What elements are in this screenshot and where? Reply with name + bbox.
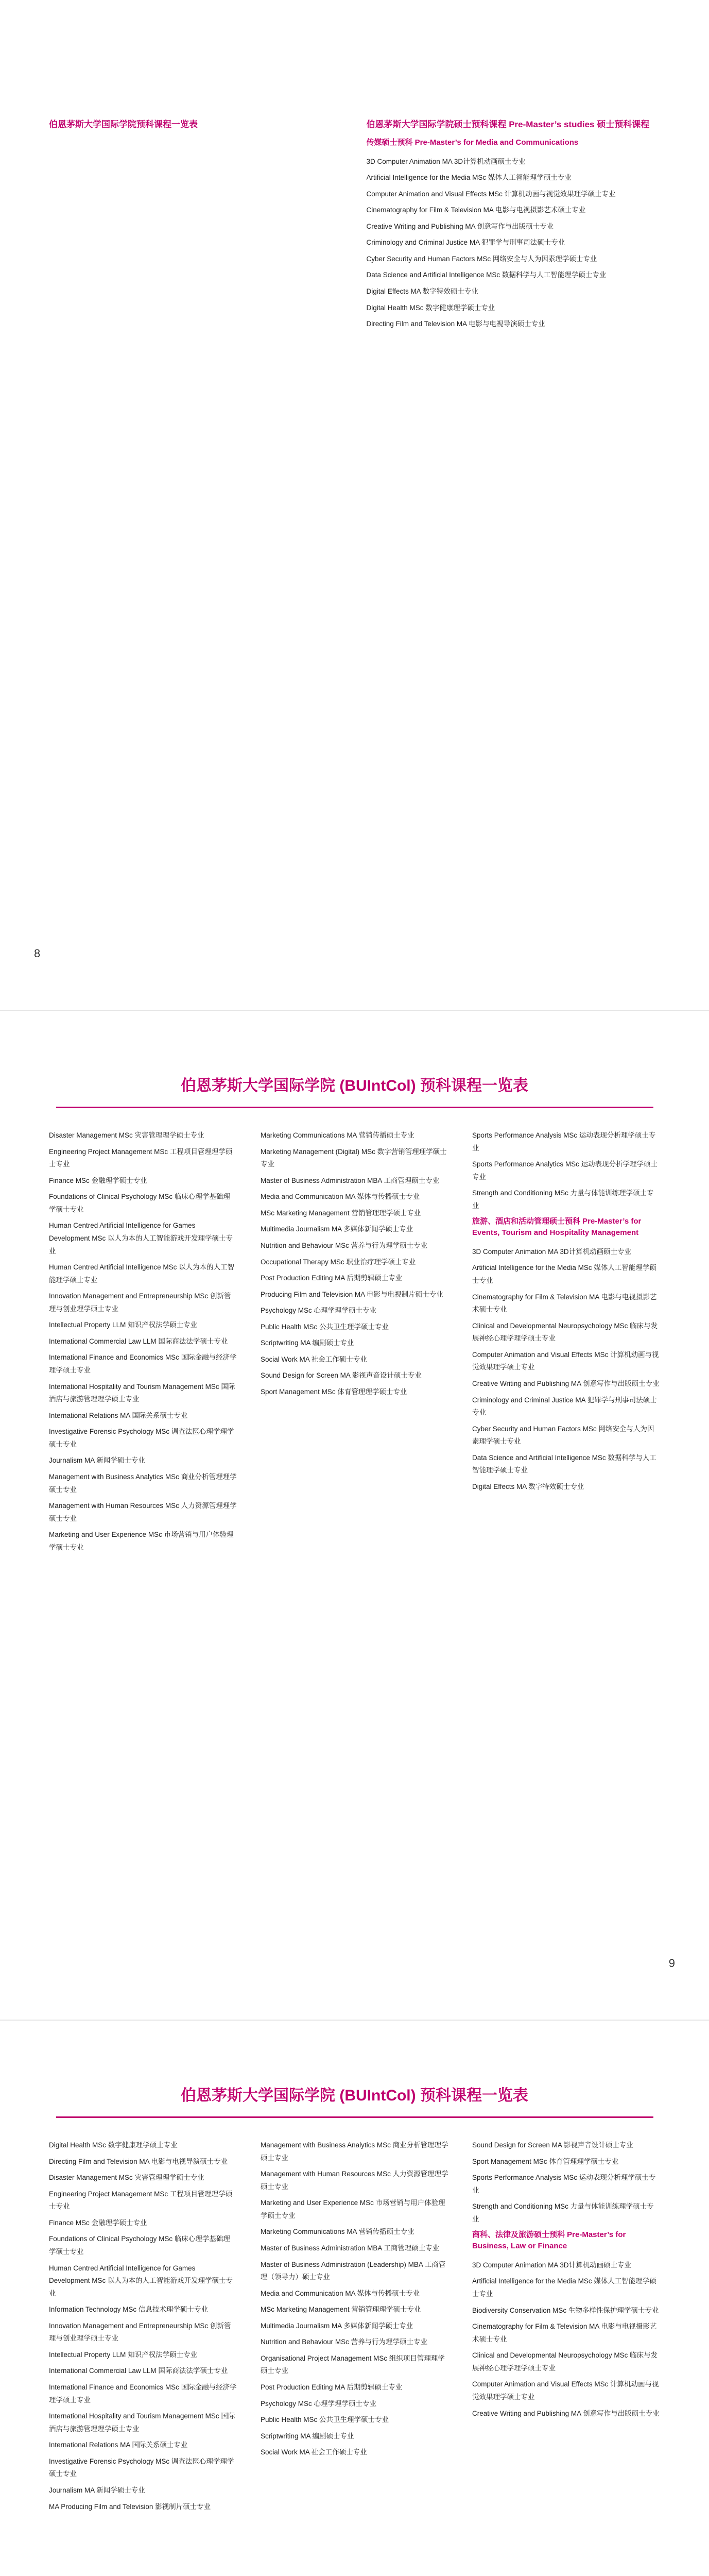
course-item: Management with Business Analytics MSc 商业分析管理理学硕士专业 [261,2141,448,2162]
course-item: International Commercial Law LLM 国际商法法学硕士专业 [49,1337,228,1345]
course-item: International Finance and Economics MSc 国际金融与经济学理学硕士专业 [49,2383,237,2404]
course-item: Public Health MSc 公共卫生理学硕士专业 [261,1323,389,1331]
course-item: Artificial Intelligence for the Media MSc 媒体人工智能理学硕士专业 [472,1264,656,1284]
course-item: International Hospitality and Tourism Management MSc 国际酒店与旅游管理理学硕士专业 [49,1382,235,1403]
course-item: Organisational Project Management MSc 组织项目管理理学硕士专业 [261,2354,445,2375]
course-item: International Hospitality and Tourism Management MSc 国际酒店与旅游管理理学硕士专业 [49,2412,235,2433]
course-item: Psychology MSc 心理学理学硕士专业 [261,1307,377,1315]
course-item: MSc Marketing Management 营销管理理学硕士专业 [261,1209,421,1217]
page-columns [49,2139,660,2576]
course-item: Marketing and User Experience MSc 市场营销与用户体验理学硕士专业 [261,2199,445,2219]
brochure-page-10 [0,2020,709,2576]
course-item: Master of Business Administration (Leadership) MBA 工商管理（领导力）硕士专业 [261,2260,446,2281]
course-item: Digital Health MSc 数字健康理学硕士专业 [366,303,495,312]
course-item: Foundations of Clinical Psychology MSc 临床心理学基础理学硕士专业 [49,1193,230,1213]
page-hero-title: 伯恩茅斯大学国际学院预科课程一览表 [49,120,198,129]
course-item: Computer Animation and Visual Effects MSc 计算机动画与视觉效果理学硕士专业 [366,190,616,198]
content-column [367,118,661,917]
course-item: Data Science and Artificial Intelligence MSc 数据科学与人工智能理学硕士专业 [366,271,607,279]
page-header-title: 伯恩茅斯大学国际学院 (BUIntCol) 预科课程一览表 [0,1073,709,1108]
course-item: Computer Animation and Visual Effects MSc 计算机动画与视觉效果理学硕士专业 [472,1350,659,1371]
course-item: Marketing and User Experience MSc 市场营销与用户体验理学硕士专业 [49,1531,234,1551]
page-header-title: 伯恩茅斯大学国际学院 (BUIntCol) 预科课程一览表 [0,2082,709,2118]
course-item: Scriptwriting MA 编剧硕士专业 [261,2432,354,2440]
course-item: Nutrition and Behaviour MSc 营养与行为理学硕士专业 [261,2338,428,2346]
page-hero-column [49,118,343,917]
section-title: 商科、法律及旅游硕士预科 Pre-Master’s for Business, Law or Finance [472,2230,626,2251]
section-subtitle: 传媒硕士预科 Pre-Master’s for Media and Communications [366,138,579,147]
course-item: Human Centred Artificial Intelligence for Games Development MSc 以人为本的人工智能游戏开发理学硕士专业 [49,2264,233,2297]
course-item: International Commercial Law LLM 国际商法法学硕士专业 [49,2367,228,2375]
course-item: Engineering Project Management MSc 工程项目管理理学硕士专业 [49,2190,233,2211]
course-item: Management with Human Resources MSc 人力资源管理理学硕士专业 [261,2170,448,2191]
course-item: Sports Performance Analysis MSc 运动表现分析理学硕士专业 [472,1131,656,1152]
course-item: Cinematography for Film & Television MA 电影与电视摄影艺术硕士专业 [472,2323,657,2343]
course-item: Clinical and Developmental Neuropsychology MSc 临床与发展神经心理学理学硕士专业 [472,2351,658,2372]
course-item: Foundations of Clinical Psychology MSc 临床心理学基础理学硕士专业 [49,2235,230,2256]
course-item: Directing Film and Television MA 电影与电视导演硕士专业 [49,2157,228,2165]
course-item: Digital Effects MA 数字特效硕士专业 [472,1482,584,1490]
course-item: Public Health MSc 公共卫生理学硕士专业 [261,2416,389,2424]
course-item: Digital Effects MA 数字特效硕士专业 [366,287,478,296]
course-item: Criminology and Criminal Justice MA 犯罪学与刑事司法硕士专业 [366,239,565,247]
course-item: Psychology MSc 心理学理学硕士专业 [261,2399,377,2408]
course-item: Creative Writing and Publishing MA 创意写作与出版硕士专业 [472,2409,660,2417]
course-item: Innovation Management and Entrepreneurship MSc 创新管理与创业理学硕士专业 [49,1292,231,1313]
course-item: Cinematography for Film & Television MA 电影与电视摄影艺术硕士专业 [472,1293,657,1314]
course-item: Innovation Management and Entrepreneurship MSc 创新管理与创业理学硕士专业 [49,2321,231,2343]
page-columns [49,118,660,917]
course-item: Marketing Management (Digital) MSc 数字营销管理理学硕士专业 [261,1147,447,1168]
course-item: Management with Business Analytics MSc 商业分析管理理学硕士专业 [49,1472,237,1494]
course-list [367,156,661,331]
course-item: Master of Business Administration MBA 工商管理硕士专业 [261,2244,440,2252]
course-item: Cyber Security and Human Factors MSc 网络安全与人为因素理学硕士专业 [366,255,597,263]
course-item: Directing Film and Television MA 电影与电视导演硕士专业 [366,320,545,328]
course-item: MSc Marketing Management 营销管理理学硕士专业 [261,2306,421,2314]
content-column [261,1129,448,1927]
course-item: Marketing Communications MA 营销传播硕士专业 [261,2228,414,2236]
content-column [49,1129,237,1927]
course-item: Biodiversity Conservation MSc 生物多样性保护理学硕士专业 [472,2306,659,2314]
course-item: Sport Management MSc 体育管理理学硕士专业 [472,2157,619,2165]
course-item: Data Science and Artificial Intelligence MSc 数据科学与人工智能理学硕士专业 [472,1453,656,1475]
course-item: Clinical and Developmental Neuropsychology MSc 临床与发展神经心理学理学硕士专业 [472,1321,658,1343]
course-item: Multimedia Journalism MA 多媒体新闻学硕士专业 [261,1225,413,1233]
course-item: Marketing Communications MA 营销传播硕士专业 [261,1131,414,1139]
course-item: Scriptwriting MA 编剧硕士专业 [261,1339,354,1347]
page-number: 9 [668,1957,675,1970]
course-item: Post Production Editing MA 后期剪辑硕士专业 [261,2383,403,2391]
course-item: Engineering Project Management MSc 工程项目管理理学硕士专业 [49,1147,233,1168]
course-item: Information Technology MSc 信息技术理学硕士专业 [49,2306,208,2314]
course-item: Master of Business Administration MBA 工商管理硕士专业 [261,1176,440,1184]
section-title: 伯恩茅斯大学国际学院硕士预科课程 Pre-Master’s studies 硕士预科课程 [366,120,650,129]
page-columns [49,1129,660,1927]
course-item: Media and Communication MA 媒体与传播硕士专业 [261,1193,420,1201]
section-title: 旅游、酒店和活动管理硕士预科 Pre-Master’s for Events, Tourism and Hospitality Management [472,1217,642,1238]
course-item: Social Work MA 社会工作硕士专业 [261,2448,367,2456]
course-item: International Relations MA 国际关系硕士专业 [49,1411,188,1419]
course-item: Nutrition and Behaviour MSc 营养与行为理学硕士专业 [261,1241,428,1249]
course-item: 3D Computer Animation MA 3D计算机动画硕士专业 [472,2261,632,2269]
course-item: Finance MSc 金融理学硕士专业 [49,1176,147,1184]
course-item: Creative Writing and Publishing MA 创意写作与出版硕士专业 [472,1379,660,1387]
content-column [472,1129,660,1927]
course-item: Digital Health MSc 数字健康理学硕士专业 [49,2141,178,2149]
course-item: Artificial Intelligence for the Media MSc 媒体人工智能理学硕士专业 [366,174,572,182]
course-item: Creative Writing and Publishing MA 创意写作与出版硕士专业 [366,222,554,230]
course-item: Cinematography for Film & Television MA 电影与电视摄影艺术硕士专业 [366,206,586,214]
course-item: Journalism MA 新闻学硕士专业 [49,2486,145,2494]
course-item: Post Production Editing MA 后期剪辑硕士专业 [261,1274,403,1282]
content-column [49,2139,237,2576]
content-column [472,2139,660,2576]
brochure-page-8 [0,0,709,1010]
course-item: Strength and Conditioning MSc 力量与体能训练理学硕士专业 [472,1189,654,1210]
course-item: Sport Management MSc 体育管理理学硕士专业 [261,1388,407,1396]
course-item: 3D Computer Animation MA 3D计算机动画硕士专业 [366,157,526,165]
content-column [261,2139,448,2576]
course-item: Occupational Therapy MSc 职业治疗理学硕士专业 [261,1258,416,1266]
course-item: International Relations MA 国际关系硕士专业 [49,2441,188,2449]
course-item: Social Work MA 社会工作硕士专业 [261,1355,367,1363]
course-item: International Finance and Economics MSc 国际金融与经济学理学硕士专业 [49,1353,237,1374]
course-item: 3D Computer Animation MA 3D计算机动画硕士专业 [472,1247,632,1256]
course-item: Strength and Conditioning MSc 力量与体能训练理学硕士专业 [472,2202,654,2223]
brochure-page-9 [0,1010,709,2020]
course-item: Producing Film and Television MA 电影与电视制片硕士专业 [261,1290,443,1298]
course-item: Sports Performance Analysis MSc 运动表现分析理学硕士专业 [472,2174,656,2194]
course-item: Intellectual Property LLM 知识产权法学硕士专业 [49,1321,198,1329]
course-item: Disaster Management MSc 灾害管理理学硕士专业 [49,2174,204,2182]
course-item: Sound Design for Screen MA 影视声音设计硕士专业 [472,2141,633,2149]
course-item: Investigative Forensic Psychology MSc 调查法医心理学理学硕士专业 [49,2457,234,2478]
course-item: Multimedia Journalism MA 多媒体新闻学硕士专业 [261,2321,413,2330]
course-item: Management with Human Resources MSc 人力资源管理理学硕士专业 [49,1502,237,1522]
course-item: Sports Performance Analytics MSc 运动表现分析学理学硕士专业 [472,1160,658,1181]
course-item: Computer Animation and Visual Effects MSc 计算机动画与视觉效果理学硕士专业 [472,2380,659,2401]
course-item: Investigative Forensic Psychology MSc 调查法医心理学理学硕士专业 [49,1428,234,1448]
course-item: Criminology and Criminal Justice MA 犯罪学与刑事司法硕士专业 [472,1396,657,1417]
course-item: Journalism MA 新闻学硕士专业 [49,1456,145,1465]
course-item: Artificial Intelligence for the Media MSc 媒体人工智能理学硕士专业 [472,2277,656,2298]
course-item: MA Producing Film and Television 影视制片硕士专业 [49,2502,211,2511]
course-item: Finance MSc 金融理学硕士专业 [49,2218,147,2227]
course-item: Cyber Security and Human Factors MSc 网络安全与人为因素理学硕士专业 [472,1425,654,1446]
course-item: Media and Communication MA 媒体与传播硕士专业 [261,2289,420,2297]
page-number: 8 [34,947,41,960]
course-item: Disaster Management MSc 灾害管理理学硕士专业 [49,1131,204,1139]
course-item: Human Centred Artificial Intelligence for Games Development MSc 以人为本的人工智能游戏开发理学硕士专业 [49,1222,233,1255]
course-item: Intellectual Property LLM 知识产权法学硕士专业 [49,2350,198,2359]
course-item: Human Centred Artificial Intelligence MSc 以人为本的人工智能理学硕士专业 [49,1263,235,1284]
course-item: Sound Design for Screen MA 影视声音设计硕士专业 [261,1371,422,1380]
